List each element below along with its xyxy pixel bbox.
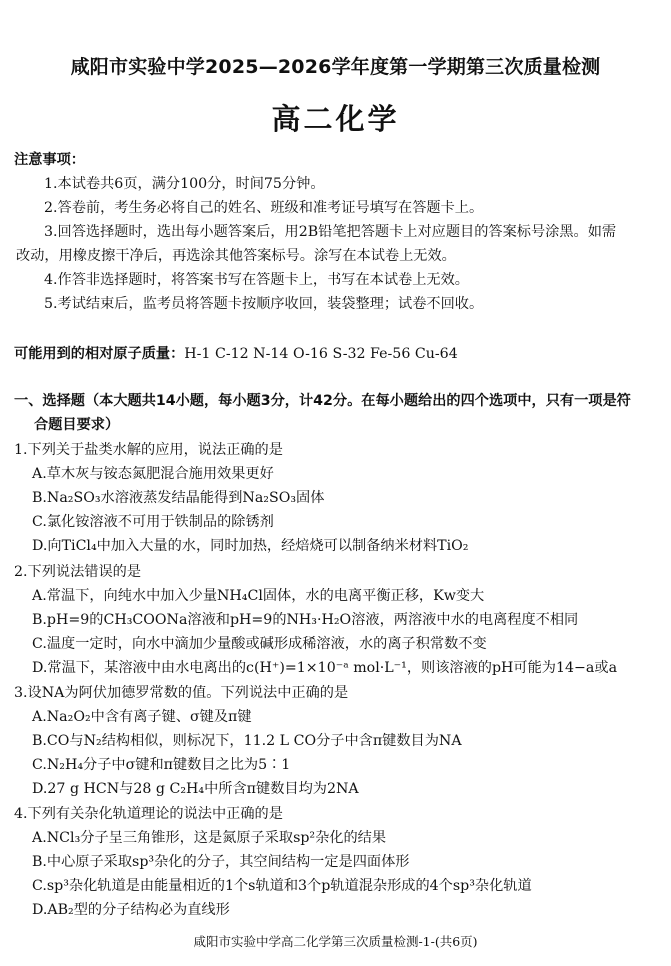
question-option: A.NCl₃分子呈三角锥形，这是氮原子采取sp²杂化的结果 [32, 830, 387, 846]
notes-heading: 注意事项： [14, 152, 85, 168]
subject-title: 高二化学 [271, 102, 400, 136]
section-heading-cont: 合题目要求） [34, 417, 120, 433]
question-option: D.27 g HCN与28 g C₂H₄中所含π键数目均为2NA [32, 781, 359, 797]
question-option: C.氯化铵溶液不可用于铁制品的除锈剂 [32, 514, 274, 530]
question-option: D.向TiCl₄中加入大量的水，同时加热，经焙烧可以制备纳米材料TiO₂ [32, 538, 469, 554]
question-option: B.Na₂SO₃水溶液蒸发结晶能得到Na₂SO₃固体 [32, 490, 325, 506]
question-option: C.sp³杂化轨道是由能量相近的1个s轨道和3个p轨道混杂形成的4个sp³杂化轨道 [32, 878, 532, 894]
question-option: C.温度一定时，向水中滴加少量酸或碱形成稀溶液，水的离子积常数不变 [32, 636, 487, 652]
question-option: A.草木灰与铵态氮肥混合施用效果更好 [32, 466, 274, 482]
question-option: A.Na₂O₂中含有离子键、σ键及π键 [32, 709, 252, 725]
question-stem: 2.下列说法错误的是 [14, 564, 142, 580]
question-option: B.中心原子采取sp³杂化的分子，其空间结构一定是四面体形 [32, 854, 410, 870]
atomic-mass-label: 可能用到的相对原子质量： [14, 346, 185, 362]
question-option: D.常温下，某溶液中由水电离出的c(H⁺)=1×10⁻ᵃ mol·L⁻¹，则该溶液的pH可能为14−a或a [32, 660, 618, 676]
exam-title: 咸阳市实验中学2025—2026学年度第一学期第三次质量检测 [70, 56, 601, 78]
note-item: 3.回答选择题时，选出每小题答案后，用2B铅笔把答题卡上对应题目的答案标号涂黑。如需 [44, 224, 617, 240]
note-item: 4.作答非选择题时，将答案书写在答题卡上，书写在本试卷上无效。 [44, 272, 469, 288]
question-option: A.常温下，向纯水中加入少量NH₄Cl固体，水的电离平衡正移，Kw变大 [32, 588, 485, 604]
note-item: 1.本试卷共6页，满分100分，时间75分钟。 [44, 176, 325, 192]
question-option: B.pH=9的CH₃COONa溶液和pH=9的NH₃·H₂O溶液，两溶液中水的电离程度不相同 [32, 612, 579, 628]
question-option: C.N₂H₄分子中σ键和π键数目之比为5∶1 [32, 757, 291, 773]
question-option: B.CO与N₂结构相似，则标况下，11.2 L CO分子中含π键数目为NA [32, 733, 462, 749]
atomic-mass-line [14, 345, 458, 363]
page-footer: 咸阳市实验中学高二化学第三次质量检测-1-(共6页) [193, 934, 478, 949]
question-option: D.AB₂型的分子结构必为直线形 [32, 902, 230, 918]
atomic-mass-values: H-1 C-12 N-14 O-16 S-32 Fe-56 Cu-64 [184, 346, 458, 362]
note-item: 5.考试结束后，监考员将答题卡按顺序收回，装袋整理；试卷不回收。 [44, 296, 484, 312]
question-stem: 4.下列有关杂化轨道理论的说法中正确的是 [14, 806, 283, 822]
section-heading: 一、选择题（本大题共14小题，每小题3分，计42分。在每小题给出的四个选项中，只有一项是符 [14, 393, 631, 409]
question-stem: 1.下列关于盐类水解的应用，说法正确的是 [14, 442, 283, 458]
note-item: 2.答卷前，考生务必将自己的姓名、班级和准考证号填写在答题卡上。 [44, 200, 484, 216]
note-item: 改动，用橡皮擦干净后，再选涂其他答案标号。涂写在本试卷上无效。 [16, 248, 456, 264]
question-stem: 3.设NA为阿伏加德罗常数的值。下列说法中正确的是 [14, 685, 349, 701]
